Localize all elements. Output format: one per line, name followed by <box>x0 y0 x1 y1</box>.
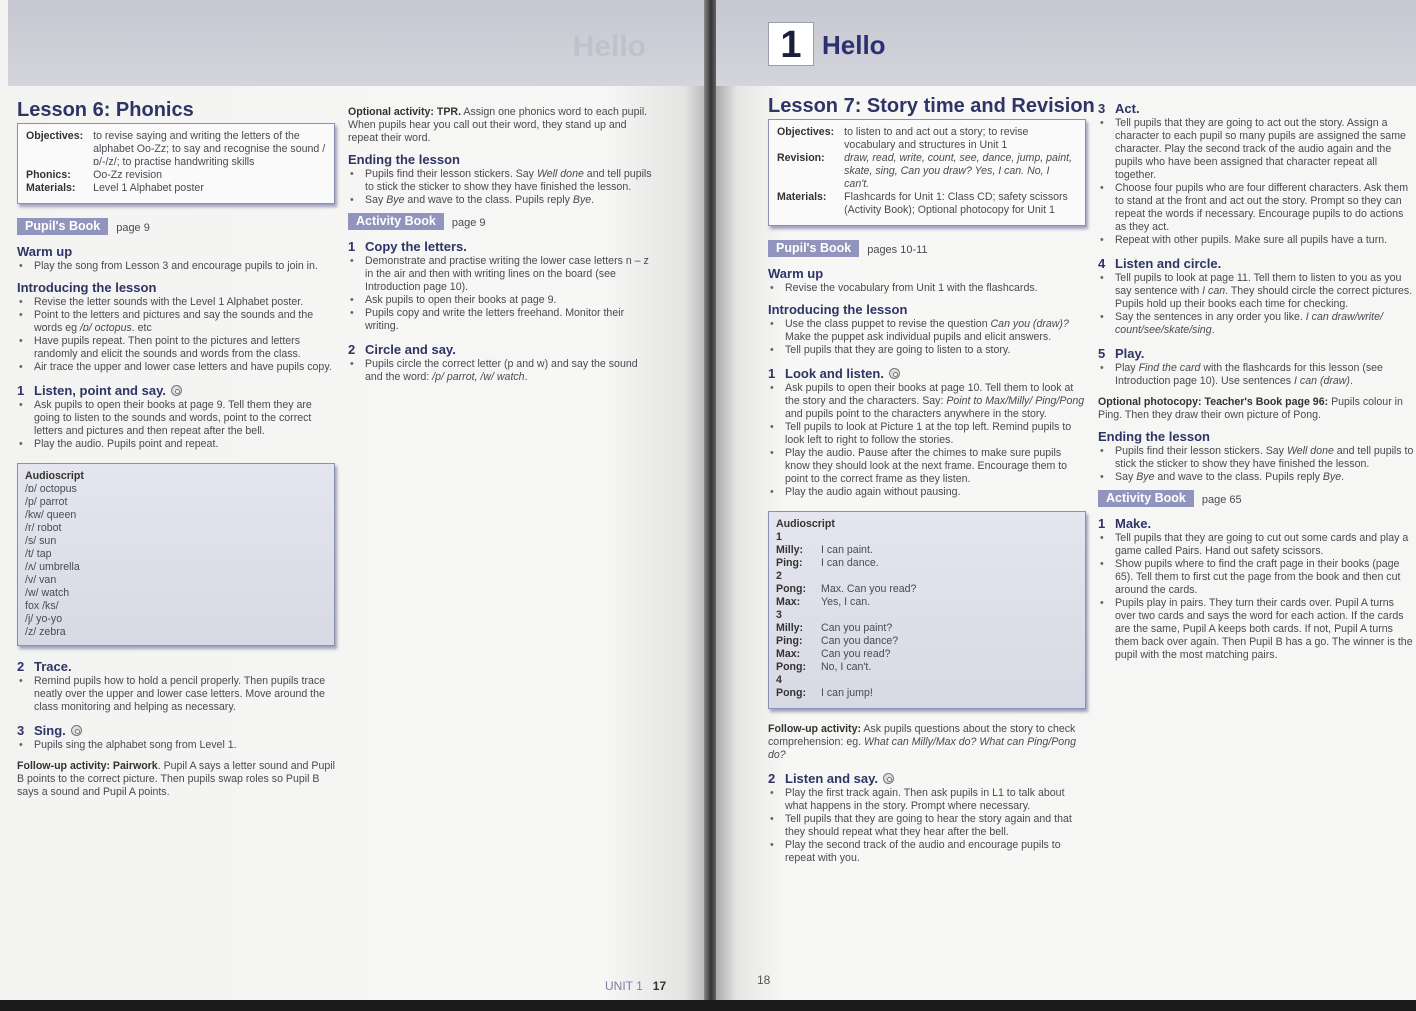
section-heading: Ending the lesson <box>348 152 460 167</box>
objectives-box <box>17 123 335 204</box>
bullet-item: • Say the sentences in any order you like. I can draw/write/ count/see/skate/sing. <box>1098 311 1414 337</box>
objectives-table <box>26 130 326 195</box>
bullet-item: • Pupils sing the alphabet song from Level 1. <box>17 739 335 752</box>
audioscript-line: /j/ yo-yo <box>25 613 63 625</box>
bullet-item: • Play the song from Lesson 3 and encourage pupils to join in. <box>17 260 335 273</box>
bullet-item: • Tell pupils that they are going to act out the story. Assign a character to each pupil so many pupils are assigned the same character. Play the second track of the audio again and the pupils who have been assigned that character repeat all together. <box>1098 117 1414 182</box>
speech: Can you read? <box>821 648 891 660</box>
objectives-value: Oo-Zz revision <box>93 169 162 181</box>
audio-cd-icon <box>171 385 182 396</box>
speech: I can paint. <box>821 544 873 556</box>
bullet-item: • Tell pupils to look at page 11. Tell them to listen to you as you say sentence with I can. They should circle the correct pictures. Pupils hold up their books each time for checking. <box>1098 272 1414 311</box>
book-section-bar <box>348 213 658 230</box>
audioscript-line: /p/ parrot <box>25 496 68 508</box>
bullet-item: • Pupils circle the correct letter (p and w) and say the sound and the word: /p/ parrot, /w/ watch. <box>348 358 658 384</box>
audioscript-line: /w/ watch <box>25 587 70 599</box>
bullet-item: • Play the audio. Pause after the chimes to make sure pupils know they should look at the next frame. Encourage them to point to the correct frame as they listen. <box>768 447 1086 486</box>
activity-title: Listen, point and say. <box>34 383 166 398</box>
bullet-item: • Choose four pupils who are four different characters. Ask them to stand at the front and act out the story. Prompt so they can repeat the words if necessary. Encourage pupils to do actions as they act. <box>1098 182 1414 234</box>
speech: Can you dance? <box>821 635 899 647</box>
objectives-row <box>777 191 1077 217</box>
book-section-bar <box>1098 490 1414 507</box>
bullet-list <box>1098 117 1414 247</box>
activity-heading <box>17 724 335 737</box>
column-lesson-7-right <box>1098 102 1414 662</box>
bullet-item: • Pupils find their lesson stickers. Say Well done and tell pupils to stick the sticker to show they have finished the lesson. <box>1098 445 1414 471</box>
activity-number: 2 <box>768 771 776 786</box>
activity-number: 2 <box>17 659 25 674</box>
audioscript-line: /ʌ/ umbrella <box>25 561 80 573</box>
book-section-bar <box>768 240 1086 257</box>
objectives-value: Level 1 Alphabet poster <box>93 182 204 194</box>
speaker: Ping: <box>776 635 803 647</box>
bullet-item: • Point to the letters and pictures and say the sounds and the words eg /ɒ/ octopus. etc <box>17 309 335 335</box>
bold-text: Follow-up activity: Pairwork <box>17 760 158 772</box>
bullet-list <box>17 260 335 273</box>
bullet-item: • Tell pupils to look at Picture 1 at the top left. Remind pupils to look left to right to follow the stories. <box>768 421 1086 447</box>
left-page-17 <box>0 0 706 1000</box>
bullet-item: • Play the second track of the audio and encourage pupils to repeat with you. <box>768 839 1086 865</box>
audioscript-box <box>17 463 335 646</box>
bullet-item: • Play the first track again. Then ask pupils in L1 to talk about what happens in the story. Prompt where necessary. <box>768 787 1086 813</box>
italic-text: Bye <box>572 194 592 206</box>
column-lesson-6-left <box>17 99 335 799</box>
activity-title: Sing. <box>34 723 66 738</box>
unit-number-box: 1 <box>768 22 814 66</box>
speech: Can you paint? <box>821 622 893 634</box>
objectives-row <box>777 126 1077 152</box>
bullet-item: • Revise the vocabulary from Unit 1 with the flashcards. <box>768 282 1086 295</box>
section-heading: Introducing the lesson <box>17 280 157 295</box>
paragraph: Follow-up activity: Pairwork. Pupil A says a letter sound and Pupil B points to the correct picture. Then pupils swap roles so Pupil B says a sound and Pupil A points. <box>17 760 335 798</box>
activity-heading <box>1098 102 1414 115</box>
bullet-list <box>17 399 335 451</box>
italic-text: Point to Max/Milly/ Ping/Pong <box>946 395 1085 407</box>
italic-text: I can (draw) <box>1294 375 1350 387</box>
objectives-label: Revision: <box>777 152 825 164</box>
bullet-list <box>1098 445 1414 484</box>
objectives-box <box>768 119 1086 226</box>
italic-text: Can you (draw)? <box>990 318 1069 330</box>
book-label: Pupil's Book <box>768 240 859 257</box>
lesson-title: Lesson 7: Story time and Revision <box>768 95 1095 117</box>
activity-title: Play. <box>1115 346 1145 361</box>
book-page-ref: page 9 <box>116 222 150 234</box>
section-heading: Introducing the lesson <box>768 302 908 317</box>
activity-number: 3 <box>1098 101 1106 116</box>
objectives-value: Flashcards for Unit 1: Class CD; safety scissors (Activity Book); Optional photocopy for Unit 1 <box>844 191 1068 216</box>
bullet-list <box>768 787 1086 865</box>
paragraph: Optional activity: TPR. Assign one phonics word to each pupil. When pupils hear you call out their word, they stand up and repeat their word. <box>348 106 648 144</box>
bullet-item: • Say Bye and wave to the class. Pupils reply Bye. <box>1098 471 1414 484</box>
ghost-unit-title: Hello <box>572 30 646 63</box>
bullet-item: • Air trace the upper and lower case letters and have pupils copy. <box>17 361 335 374</box>
italic-text: /p/ parrot, /w/ watch <box>432 371 525 383</box>
bullet-item: • Play Find the card with the flashcards for this lesson (see Introduction page 10). Use sentences I can (draw). <box>1098 362 1414 388</box>
bullet-item: • Tell pupils that they are going to cut out some cards and play a game called Pairs. Hand out safety scissors. <box>1098 532 1414 558</box>
objectives-row <box>26 169 326 182</box>
frame-number: 1 <box>776 531 782 543</box>
frame-number: 4 <box>776 674 782 686</box>
header-band <box>8 0 706 86</box>
activity-heading <box>768 772 1086 785</box>
activity-heading <box>17 660 335 673</box>
book-label: Activity Book <box>1098 490 1194 507</box>
unit-label: UNIT 1 <box>605 979 643 993</box>
header-band <box>716 0 1416 86</box>
activity-title: Circle and say. <box>365 342 456 357</box>
objectives-row <box>26 182 326 195</box>
speech: No, I can't. <box>821 661 872 673</box>
bullet-list <box>1098 532 1414 662</box>
book-page-ref: page 9 <box>451 217 486 229</box>
speaker: Ping: <box>776 557 803 569</box>
bullet-item: • Show pupils where to find the craft page in their books (page 65). Tell them to first cut the page from the book and then cut around the cards. <box>1098 558 1414 597</box>
audioscript-line: /kw/ queen <box>25 509 77 521</box>
dialogue-line <box>776 622 1078 635</box>
bullet-list <box>768 318 1086 357</box>
italic-text: Bye <box>386 194 405 206</box>
page-footer-left <box>605 979 666 993</box>
italic-text: Find the card <box>1138 362 1201 374</box>
italic-text: Well done <box>1286 445 1334 457</box>
bullet-item: • Pupils copy and write the letters freehand. Monitor their writing. <box>348 307 658 333</box>
dialogue-line <box>776 661 1078 674</box>
bullet-item: • Remind pupils how to hold a pencil properly. Then pupils trace neatly over the upper and lower case letters. Move around the class monitoring and helping as necessary. <box>17 675 335 714</box>
dialogue-line <box>776 596 1078 609</box>
paragraph: Follow-up activity: Ask pupils questions about the story to check comprehension: eg. What can Milly/Max do? What can Ping/Pong do? <box>768 723 1076 761</box>
section-heading: Ending the lesson <box>1098 429 1210 444</box>
activity-title: Copy the letters. <box>365 239 467 254</box>
activity-heading <box>348 343 658 356</box>
audioscript-title: Audioscript <box>776 518 835 530</box>
activity-heading <box>1098 257 1414 270</box>
activity-title: Listen and circle. <box>1115 256 1222 271</box>
dialogue-line <box>776 687 1078 700</box>
bullet-list <box>17 675 335 714</box>
speech: Max. Can you read? <box>821 583 917 595</box>
italic-text: What can Milly/Max do? What can Ping/Pong do? <box>768 736 1076 761</box>
bold-text: Optional photocopy: Teacher's Book page 96: <box>1098 396 1329 408</box>
bullet-item: • Revise the letter sounds with the Level 1 Alphabet poster. <box>17 296 335 309</box>
bullet-item: • Demonstrate and practise writing the lower case letters n – z in the air and then with writing lines on the board (see Introduction page 10). <box>348 255 658 294</box>
audioscript-line: /r/ robot <box>25 522 62 534</box>
activity-title: Make. <box>1115 516 1152 531</box>
bullet-item: • Tell pupils that they are going to listen to a story. <box>768 344 1086 357</box>
bullet-list <box>348 358 658 384</box>
bullet-list <box>768 282 1086 295</box>
italic-text: Well done <box>536 168 584 180</box>
bullet-list <box>768 382 1086 499</box>
book-section-bar <box>17 218 335 235</box>
objectives-label: Materials: <box>777 191 827 203</box>
dialogue-line <box>776 544 1078 557</box>
audioscript-line: fox /ks/ <box>25 600 59 612</box>
activity-heading <box>348 240 658 253</box>
bullet-list <box>17 739 335 752</box>
page-footer-right <box>757 973 770 987</box>
bullet-list <box>348 168 658 207</box>
audioscript-line: /z/ zebra <box>25 626 66 638</box>
audioscript-line: /ɒ/ octopus <box>25 483 77 495</box>
activity-heading <box>17 384 335 397</box>
activity-number: 1 <box>768 366 776 381</box>
objectives-row <box>26 130 326 169</box>
frame-number: 3 <box>776 609 782 621</box>
paragraph: Optional photocopy: Teacher's Book page 96: Pupils colour in Ping. Then they draw their own picture of Pong. <box>1098 396 1403 421</box>
objectives-value: to revise saying and writing the letters of the alphabet Oo-Zz; to say and recognise the sound /ɒ/-/z/; to practise handwriting skills <box>93 130 326 168</box>
page-number: 17 <box>652 979 667 993</box>
objectives-label: Objectives: <box>777 126 835 138</box>
lesson-title: Lesson 6: Phonics <box>17 99 194 121</box>
bullet-item: • Pupils find their lesson stickers. Say Well done and tell pupils to stick the sticker to show they have finished the lesson. <box>348 168 658 194</box>
bullet-item: • Have pupils repeat. Then point to the pictures and letters randomly and elicit the sounds and words from the class. <box>17 335 335 361</box>
speech: I can jump! <box>821 687 873 699</box>
objectives-label: Objectives: <box>26 130 84 142</box>
objectives-table <box>777 126 1077 217</box>
audio-cd-icon <box>883 773 894 784</box>
bullet-item: • Ask pupils to open their books at page 9. <box>348 294 658 307</box>
audio-cd-icon <box>71 725 82 736</box>
objectives-label: Phonics: <box>26 169 71 181</box>
activity-heading <box>1098 517 1414 530</box>
bullet-item: • Pupils play in pairs. They turn their cards over. Pupil A turns over two cards and says the word for each action. If the cards are the same, Pupil A keeps both cards. If not, Pupil A turns them back over again. Then Pupil B has a go. The winner is the pupil with the most matching pairs. <box>1098 597 1414 662</box>
activity-title: Look and listen. <box>785 366 884 381</box>
activity-number: 1 <box>17 383 25 398</box>
dialogue-line <box>776 557 1078 570</box>
bullet-item: • Tell pupils that they are going to hear the story again and that they should repeat what they hear after the bell. <box>768 813 1086 839</box>
section-heading: Warm up <box>768 266 824 281</box>
objectives-value: draw, read, write, count, see, dance, jump, paint, skate, sing, Can you draw? Yes, I can. No, I can't. <box>844 152 1073 190</box>
section-heading: Warm up <box>17 244 73 259</box>
bullet-item: • Ask pupils to open their books at page 10. Tell them to look at the story and the characters. Say: Point to Max/Milly/ Ping/Pong and pupils point to the characters anywhere in the story. <box>768 382 1086 421</box>
book-label: Pupil's Book <box>17 218 108 235</box>
bullet-list <box>17 296 335 374</box>
bullet-list <box>1098 272 1414 337</box>
page-number: 18 <box>757 973 771 987</box>
italic-text: Bye <box>1322 471 1342 483</box>
italic-text: Bye <box>1136 471 1155 483</box>
activity-number: 4 <box>1098 256 1106 271</box>
objectives-value: to listen to and act out a story; to revise vocabulary and structures in Unit 1 <box>844 126 1029 151</box>
activity-number: 2 <box>348 342 356 357</box>
activity-title: Trace. <box>34 659 72 674</box>
column-lesson-6-right <box>348 106 658 384</box>
audioscript-line: /v/ van <box>25 574 57 586</box>
bullet-item: • Use the class puppet to revise the question Can you (draw)? Make the puppet ask individual pupils and elicit answers. <box>768 318 1086 344</box>
speaker: Milly: <box>776 544 804 556</box>
italic-text: I can draw/write/ count/see/skate/sing <box>1115 311 1383 336</box>
speech: I can dance. <box>821 557 879 569</box>
activity-heading <box>768 367 1086 380</box>
book-page-ref: page 65 <box>1201 494 1242 506</box>
right-page-18 <box>716 0 1416 1000</box>
audio-cd-icon <box>889 368 900 379</box>
audioscript-line: /s/ sun <box>25 535 57 547</box>
objectives-row <box>777 152 1077 191</box>
bullet-item: • Play the audio again without pausing. <box>768 486 1086 499</box>
bold-text: Optional activity: TPR. <box>348 106 462 118</box>
speaker: Pong: <box>776 687 807 699</box>
bullet-item: • Ask pupils to open their books at page 9. Tell them they are going to listen to the sounds and words, point to the correct letters and pictures and then repeat after the bell. <box>17 399 335 438</box>
audioscript-line: /t/ tap <box>25 548 52 560</box>
activity-title: Listen and say. <box>785 771 878 786</box>
speaker: Pong: <box>776 661 807 673</box>
speaker: Pong: <box>776 583 807 595</box>
bullet-item: • Repeat with other pupils. Make sure all pupils have a turn. <box>1098 234 1414 247</box>
bullet-list <box>1098 362 1414 388</box>
activity-number: 3 <box>17 723 25 738</box>
activity-number: 1 <box>1098 516 1106 531</box>
speaker: Max: <box>776 596 801 608</box>
italic-text: /ɒ/ octopus <box>79 322 132 334</box>
dialogue-line <box>776 583 1078 596</box>
objectives-label: Materials: <box>26 182 76 194</box>
activity-number: 5 <box>1098 346 1106 361</box>
bullet-item: • Say Bye and wave to the class. Pupils reply Bye. <box>348 194 658 207</box>
book-label: Activity Book <box>348 213 444 230</box>
unit-title: Hello <box>822 30 886 60</box>
book-page-ref: pages 10-11 <box>867 244 928 256</box>
speech: Yes, I can. <box>821 596 871 608</box>
dialogue-line <box>776 648 1078 661</box>
frame-number: 2 <box>776 570 782 582</box>
column-lesson-7-left <box>768 95 1095 865</box>
bullet-item: • Play the audio. Pupils point and repeat. <box>17 438 335 451</box>
bold-text: Follow-up activity: <box>768 723 861 735</box>
bullet-list <box>348 255 658 333</box>
dialogue-line <box>776 635 1078 648</box>
audioscript-title: Audioscript <box>25 470 84 482</box>
italic-text: I can <box>1202 285 1226 297</box>
speaker: Milly: <box>776 622 804 634</box>
activity-title: Act. <box>1115 101 1140 116</box>
activity-heading <box>1098 347 1414 360</box>
audioscript-box <box>768 511 1086 709</box>
activity-number: 1 <box>348 239 356 254</box>
speaker: Max: <box>776 648 801 660</box>
